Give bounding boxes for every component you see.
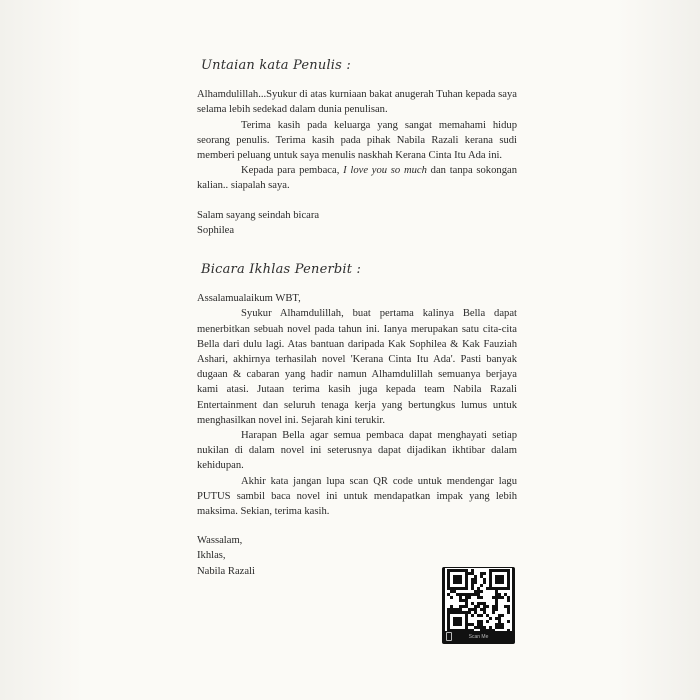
qr-module [489, 569, 492, 572]
qr-module [489, 584, 492, 587]
qr-module [483, 605, 486, 608]
qr-module [456, 578, 459, 581]
publisher-sign-wassalam: Wassalam, [197, 535, 243, 547]
qr-module [486, 587, 489, 590]
qr-module [480, 614, 483, 617]
qr-module [498, 626, 501, 629]
qr-module [465, 602, 468, 605]
qr-module [453, 629, 456, 631]
publisher-signature: Nabila Razali [197, 565, 255, 577]
qr-module [471, 602, 474, 605]
qr-module [450, 605, 453, 608]
qr-module [480, 596, 483, 599]
qr-module [465, 611, 468, 614]
qr-module [468, 596, 471, 599]
qr-module [489, 572, 492, 575]
qr-module [501, 569, 504, 572]
author-signature: Sophilea [197, 224, 235, 236]
qr-module [465, 617, 468, 620]
qr-module [489, 575, 492, 578]
qr-module [447, 575, 450, 578]
qr-module [477, 590, 480, 593]
qr-module [495, 599, 498, 602]
qr-module [465, 581, 468, 584]
qr-module [501, 596, 504, 599]
qr-module [507, 584, 510, 587]
qr-module [507, 599, 510, 602]
qr-module [453, 581, 456, 584]
qr-module [495, 623, 498, 626]
publisher-greeting: Assalamualaikum WBT, [197, 293, 301, 305]
qr-module [489, 626, 492, 629]
qr-module [504, 587, 507, 590]
qr-module [450, 569, 453, 572]
qr-module [486, 614, 489, 617]
qr-module [480, 575, 483, 578]
qr-module [474, 626, 477, 629]
qr-module [492, 587, 495, 590]
qr-module [477, 623, 480, 626]
qr-module [450, 596, 453, 599]
qr-module [474, 608, 477, 611]
qr-module [495, 617, 498, 620]
qr-module [498, 617, 501, 620]
publisher-paragraph-3: Akhir kata jangan lupa scan QR code untuk mendengar lagu PUTUS sambil baca novel ini untuk mendapatkan impak yang lebih maksima. Sekian, terima kasih. [197, 475, 517, 518]
qr-module [459, 620, 462, 623]
qr-module [453, 578, 456, 581]
qr-module [465, 599, 468, 602]
publisher-paragraph-1: Syukur Alhamdulillah, buat pertama kalinya Bella dapat menerbitkan sebuah novel pada tahun ini. Ianya merupakan satu cita-cita Bella dari dulu lagi. Atas bantuan daripada Kak Sophilea & Kak Fauziah Ashari, akhirnya terhasilah novel 'Kerana Cinta Itu Ada'. Pasti banyak dugaan & cabaran yang hadir namun Alhamdulillah semuanya berjaya kami atasi. Jutaan terima kasih juga kepada team Nabila Razali Entertainment dan seluruh tenaga kerja yang bertungkus lumus untuk menghasilkan novel ini. Sejarah kini terukir. [197, 308, 517, 426]
qr-module [504, 605, 507, 608]
qr-module [450, 587, 453, 590]
qr-module [459, 596, 462, 599]
qr-module [453, 620, 456, 623]
qr-module [501, 587, 504, 590]
qr-module [447, 569, 450, 572]
qr-module [471, 581, 474, 584]
qr-module [456, 617, 459, 620]
qr-module [453, 575, 456, 578]
qr-module [474, 581, 477, 584]
qr-module [480, 626, 483, 629]
qr-module [507, 605, 510, 608]
qr-module [483, 578, 486, 581]
qr-module [480, 629, 483, 631]
qr-module [471, 587, 474, 590]
qr-module [480, 602, 483, 605]
qr-module [471, 614, 474, 617]
qr-code[interactable] [442, 567, 515, 644]
qr-module [456, 608, 459, 611]
qr-module [465, 578, 468, 581]
qr-module [501, 614, 504, 617]
qr-module [459, 605, 462, 608]
qr-module [471, 578, 474, 581]
qr-module [456, 611, 459, 614]
publisher-sign-ikhlas: Ikhlas, [197, 550, 226, 562]
qr-module [498, 596, 501, 599]
qr-module [495, 578, 498, 581]
qr-module [480, 623, 483, 626]
qr-module [477, 593, 480, 596]
qr-module [459, 581, 462, 584]
qr-module [459, 587, 462, 590]
qr-module [483, 602, 486, 605]
qr-module [447, 584, 450, 587]
author-p3-start: Kepada para pembaca, [241, 165, 344, 177]
qr-module [477, 620, 480, 623]
qr-module [456, 623, 459, 626]
qr-module [504, 593, 507, 596]
qr-module [447, 620, 450, 623]
qr-module [471, 572, 474, 575]
publisher-paragraph-2: Harapan Bella agar semua pembaca dapat menghayati setiap nukilan di dalam novel ini seterusnya dapat dijadikan ikhtibar dalam kehidupan. [197, 430, 517, 472]
qr-module [486, 605, 489, 608]
qr-module [462, 599, 465, 602]
qr-module [477, 602, 480, 605]
qr-module [462, 611, 465, 614]
qr-module [507, 620, 510, 623]
qr-module [477, 587, 480, 590]
qr-module [447, 572, 450, 575]
qr-module [495, 587, 498, 590]
qr-module [489, 587, 492, 590]
qr-module [465, 587, 468, 590]
author-paragraph-3 [197, 163, 517, 193]
qr-module [465, 605, 468, 608]
qr-module [507, 587, 510, 590]
qr-module [480, 590, 483, 593]
qr-module [474, 575, 477, 578]
qr-module [495, 593, 498, 596]
qr-module [450, 608, 453, 611]
author-p3-end: dan tanpa sokongan kalian.. siapalah saya. [197, 165, 517, 192]
author-note-heading: Untaian kata Penulis : [201, 58, 351, 73]
qr-module [498, 620, 501, 623]
qr-module [465, 572, 468, 575]
author-paragraph-1: Alhamdulillah...Syukur di atas kurniaan bakat anugerah Tuhan kepada saya selama lebih sedekad dalam dunia penulisan. [197, 89, 517, 116]
qr-module [456, 620, 459, 623]
qr-module [498, 593, 501, 596]
qr-module [456, 629, 459, 631]
qr-module [453, 569, 456, 572]
qr-module [507, 578, 510, 581]
qr-module [447, 617, 450, 620]
qr-module [489, 617, 492, 620]
qr-module [501, 581, 504, 584]
qr-module [465, 575, 468, 578]
qr-module [462, 587, 465, 590]
qr-module [477, 596, 480, 599]
qr-module [492, 629, 495, 631]
qr-module [501, 578, 504, 581]
qr-module [465, 623, 468, 626]
qr-module [498, 623, 501, 626]
qr-module [480, 584, 483, 587]
qr-module [447, 611, 450, 614]
qr-module [507, 572, 510, 575]
qr-module [492, 569, 495, 572]
qr-module [480, 572, 483, 575]
qr-module [459, 569, 462, 572]
qr-module [459, 593, 462, 596]
qr-module [492, 596, 495, 599]
qr-module [480, 620, 483, 623]
qr-module [483, 626, 486, 629]
qr-module [495, 590, 498, 593]
qr-module [471, 623, 474, 626]
qr-module [468, 572, 471, 575]
author-paragraph-2: Terima kasih pada keluarga yang sangat memahami hidup seorang penulis. Terima kasih pada pihak Nabila Razali kerana sudi memberi peluang untuk saya menulis naskhah Kerana Cinta Itu Ada ini. [197, 119, 517, 162]
qr-module [483, 629, 486, 631]
qr-module [498, 587, 501, 590]
qr-module [462, 569, 465, 572]
qr-module [453, 587, 456, 590]
qr-module [465, 584, 468, 587]
qr-module [447, 593, 450, 596]
qr-module [447, 626, 450, 629]
qr-module [471, 584, 474, 587]
qr-module [501, 626, 504, 629]
qr-module [456, 581, 459, 584]
qr-module [474, 593, 477, 596]
qr-module [453, 611, 456, 614]
qr-module [471, 593, 474, 596]
qr-module [471, 608, 474, 611]
qr-module [483, 572, 486, 575]
qr-module [459, 617, 462, 620]
qr-module [465, 593, 468, 596]
qr-module [486, 629, 489, 631]
qr-module [498, 575, 501, 578]
qr-module [447, 581, 450, 584]
qr-module [450, 629, 453, 631]
qr-module [462, 629, 465, 631]
qr-module [468, 608, 471, 611]
qr-module [507, 596, 510, 599]
qr-module [480, 608, 483, 611]
qr-module [474, 578, 477, 581]
qr-module [471, 629, 474, 631]
author-closing-line: Salam sayang seindah bicara [197, 209, 320, 221]
qr-module [453, 590, 456, 593]
qr-caption: Scan Me [468, 634, 489, 640]
qr-module [453, 608, 456, 611]
qr-module [498, 569, 501, 572]
qr-module [504, 569, 507, 572]
qr-module [474, 605, 477, 608]
qr-module [498, 578, 501, 581]
qr-module [468, 629, 471, 631]
qr-module [507, 569, 510, 572]
qr-module [465, 620, 468, 623]
qr-module [507, 581, 510, 584]
qr-module [498, 581, 501, 584]
qr-module [462, 605, 465, 608]
qr-module [501, 575, 504, 578]
qr-module [459, 578, 462, 581]
qr-module [459, 611, 462, 614]
qr-module [495, 596, 498, 599]
qr-module [495, 626, 498, 629]
qr-module [507, 575, 510, 578]
qr-module [471, 569, 474, 572]
qr-module [495, 569, 498, 572]
qr-module [474, 590, 477, 593]
qr-module [492, 608, 495, 611]
qr-module [489, 629, 492, 631]
qr-module [450, 590, 453, 593]
qr-module [465, 614, 468, 617]
qr-module [483, 608, 486, 611]
qr-module [483, 581, 486, 584]
qr-module [459, 575, 462, 578]
publisher-note-heading: Bicara Ikhlas Penerbit : [201, 262, 362, 278]
qr-module [459, 623, 462, 626]
qr-module [450, 611, 453, 614]
qr-module [465, 569, 468, 572]
qr-module [459, 599, 462, 602]
qr-module [447, 608, 450, 611]
qr-module [486, 620, 489, 623]
qr-module [459, 629, 462, 631]
qr-module [489, 581, 492, 584]
qr-module [447, 578, 450, 581]
qr-module [447, 623, 450, 626]
qr-module [501, 623, 504, 626]
qr-module [495, 581, 498, 584]
qr-module [489, 578, 492, 581]
qr-module [507, 611, 510, 614]
author-p3-emphasis: I love you so much [343, 165, 427, 177]
qr-module [456, 569, 459, 572]
qr-module [459, 608, 462, 611]
qr-module [453, 623, 456, 626]
qr-module [468, 611, 471, 614]
qr-pattern [442, 567, 515, 631]
qr-module [495, 605, 498, 608]
qr-module [468, 623, 471, 626]
qr-module [456, 575, 459, 578]
qr-module [477, 614, 480, 617]
text-column [197, 58, 517, 579]
qr-module [495, 602, 498, 605]
qr-module [447, 587, 450, 590]
qr-module [456, 593, 459, 596]
qr-module [465, 626, 468, 629]
qr-module [492, 611, 495, 614]
qr-module [492, 605, 495, 608]
qr-module [507, 629, 510, 631]
qr-module [465, 596, 468, 599]
qr-module [462, 593, 465, 596]
qr-module [447, 629, 450, 631]
qr-module [495, 608, 498, 611]
qr-module [483, 611, 486, 614]
qr-module [477, 626, 480, 629]
qr-module [453, 617, 456, 620]
qr-module [495, 575, 498, 578]
qr-module [474, 611, 477, 614]
qr-module [507, 608, 510, 611]
qr-module [456, 587, 459, 590]
qr-module [468, 593, 471, 596]
qr-module [498, 614, 501, 617]
qr-module [447, 614, 450, 617]
qr-module [465, 629, 468, 631]
qr-module [477, 605, 480, 608]
